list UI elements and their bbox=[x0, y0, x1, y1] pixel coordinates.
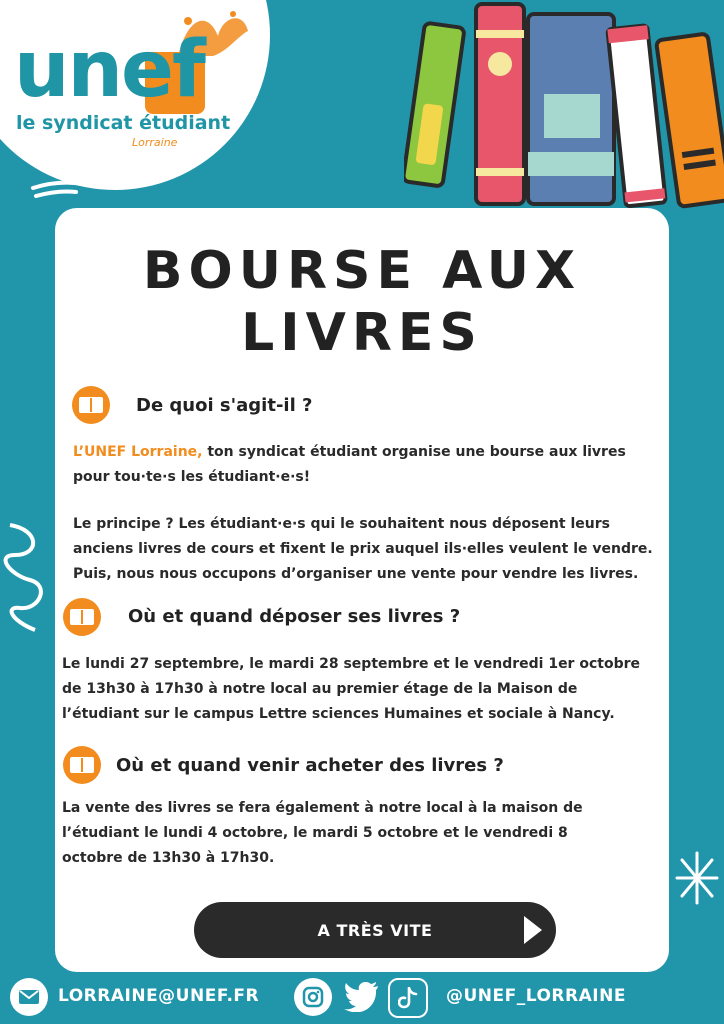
deposit-paragraph bbox=[62, 652, 662, 727]
principle-line-3: Puis, nous nous occupons d’organiser une vente pour vendre les livres. bbox=[73, 566, 639, 582]
cta-label: A TRÈS VITE bbox=[317, 920, 433, 940]
tiktok-icon[interactable] bbox=[388, 978, 428, 1018]
intro-paragraph bbox=[73, 440, 653, 490]
twitter-icon[interactable] bbox=[344, 982, 380, 1016]
section-heading-buy: Où et quand venir acheter des livres ? bbox=[116, 755, 504, 776]
swirl-decoration-left bbox=[0, 520, 60, 640]
principle-paragraph bbox=[73, 512, 653, 587]
book-icon bbox=[63, 598, 101, 636]
play-arrow-icon bbox=[524, 916, 542, 944]
intro-line-1: ton syndicat étudiant organise une bourse aux livres bbox=[202, 444, 626, 460]
instagram-icon[interactable] bbox=[294, 978, 332, 1016]
buy-line-2: l’étudiant le lundi 4 octobre, le mardi 5 octobre et le vendredi 8 bbox=[62, 825, 568, 841]
section-heading-deposit: Où et quand déposer ses livres ? bbox=[128, 606, 461, 627]
book-icon bbox=[72, 386, 110, 424]
page-title bbox=[0, 240, 724, 364]
section-heading-what: De quoi s'agit-il ? bbox=[136, 395, 313, 416]
title-line-1: BOURSE AUX bbox=[142, 241, 582, 301]
principle-line-2: anciens livres de cours et fixent le prix auquel ils·elles veulent le vendre. bbox=[73, 541, 653, 557]
logo-word: unef bbox=[14, 25, 204, 115]
logo-tagline: le syndicat étudiant bbox=[16, 112, 231, 134]
sparkle-decoration-right bbox=[672, 848, 722, 908]
intro-line-2: pour tou·te·s les étudiant·e·s! bbox=[73, 469, 311, 485]
buy-paragraph bbox=[62, 796, 662, 871]
footer-email[interactable]: LORRAINE@UNEF.FR bbox=[58, 986, 260, 1006]
deposit-line-2: de 13h30 à 17h30 à notre local au premier étage de la Maison de bbox=[62, 681, 578, 697]
buy-line-3: octobre de 13h30 à 17h30. bbox=[62, 850, 275, 866]
intro-highlight: L’UNEF Lorraine, bbox=[73, 444, 203, 460]
logo-region: Lorraine bbox=[132, 136, 178, 149]
deposit-line-3: l’étudiant sur le campus Lettre sciences Humaines et sociale à Nancy. bbox=[62, 706, 615, 722]
deposit-line-1: Le lundi 27 septembre, le mardi 28 septembre et le vendredi 1er octobre bbox=[62, 656, 640, 672]
logo-swoosh-decoration bbox=[28, 160, 98, 200]
book-icon bbox=[63, 746, 101, 784]
see-you-soon-button[interactable] bbox=[194, 902, 556, 958]
buy-line-1: La vente des livres se fera également à notre local à la maison de bbox=[62, 800, 583, 816]
principle-line-1: Le principe ? Les étudiant·e·s qui le souhaitent nous déposent leurs bbox=[73, 516, 610, 532]
title-line-2: LIVRES bbox=[241, 303, 483, 363]
mail-icon[interactable] bbox=[10, 978, 48, 1016]
books-illustration bbox=[404, 0, 724, 210]
footer-handle[interactable]: @UNEF_LORRAINE bbox=[446, 986, 626, 1006]
